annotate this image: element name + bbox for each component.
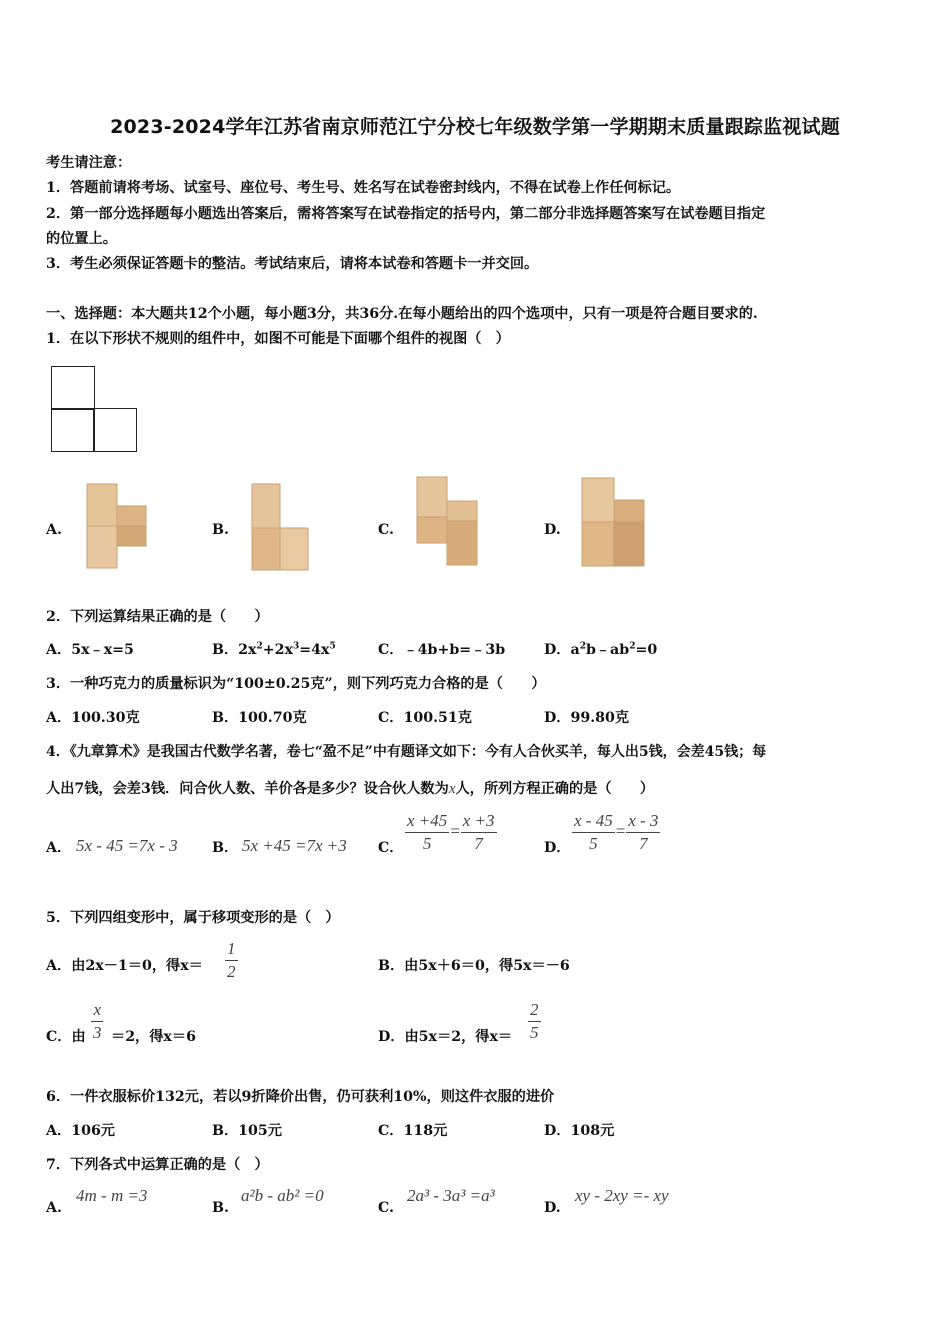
q1-option-d-label: D. [544,522,561,538]
q7-option-b-equation: a²b - ab² =0 [241,1186,324,1205]
notice-heading: 考生请注意： [46,155,132,171]
q4-option-b-equation: 5x +45 =7x +3 [242,836,347,855]
view-square-top [51,366,95,410]
q5-option-c-suffix: ＝2，得x＝6 [111,1029,196,1045]
q5-option-d: D．由5x＝2，得x＝ [378,1029,513,1045]
q2-stem: 2．下列运算结果正确的是（ ） [46,609,269,625]
q7-option-b-label: B. [212,1200,229,1216]
q4-option-d-label: D． [544,840,571,856]
q6-option-b: B．105元 [212,1123,282,1139]
q2-option-d: D．$a^2b﹣ab^2=0$ [544,641,658,658]
q4-stem-line-2: 人出7钱，会差3钱．问合伙人数、羊价各是多少？设合伙人数为x人，所列方程正确的是（ ） [46,781,655,797]
q4-option-a-label: A． [46,840,72,856]
q5-option-a: A．由2x－1＝0，得x＝ [46,958,203,974]
q7-option-c-label: C. [378,1200,394,1216]
q7-option-a-equation: 4m - m =3 [76,1186,148,1205]
notice-line-2b: 的位置上。 [46,231,117,247]
q1-option-b-label: B. [212,522,229,538]
q5-option-c-fraction: $\frac{x}{3}$ [93,1000,102,1042]
q7-option-d-equation: xy - 2xy =- xy [575,1186,669,1205]
q5-option-c-prefix: C．由 [46,1029,86,1045]
q6-stem: 6．一件衣服标价132元，若以9折降价出售，仍可获利10%，则这件衣服的进价 [46,1089,555,1105]
notice-line-3: 3．考生必须保证答题卡的整洁。考试结束后，请将本试卷和答题卡一并交回。 [46,256,539,272]
block-figure-a [80,480,150,572]
notice-line-2a: 2．第一部分选择题每小题选出答案后，需将答案写在试卷指定的括号内，第二部分非选择题答案写在试卷题目指定 [46,206,766,222]
q5-option-b: B．由5x＋6＝0，得5x＝－6 [378,958,570,974]
q7-option-c-equation: 2a³ - 3a³ =a³ [407,1186,495,1205]
q5-option-d-fraction: $\frac{2}{5}$ [530,1000,539,1042]
q5-option-a-fraction: $\frac{1}{2}$ [227,939,236,981]
block-figure-d [576,476,650,572]
q5-stem: 5．下列四组变形中，属于移项变形的是（ ） [46,910,340,926]
q2-option-b: B．$2x^2+2x^3=4x^5$ [212,641,336,658]
view-square-bottom-right [93,408,137,452]
view-square-bottom-left [51,408,95,452]
q6-option-a: A．106元 [46,1123,115,1139]
block-figure-b [246,482,316,574]
q7-stem: 7．下列各式中运算正确的是（ ） [46,1157,269,1173]
q6-option-d: D．108元 [544,1123,615,1139]
q7-option-d-label: D. [544,1200,561,1216]
block-figure-c [411,475,481,571]
q4-option-c-label: C． [378,840,404,856]
q1-option-c-label: C. [378,522,394,538]
q1-stem: 1．在以下形状不规则的组件中，如图不可能是下面哪个组件的视图（ ） [46,331,510,347]
q4-option-d-equation: $\frac{x - 45}{5}$ = $\frac{x - 3}{7}$ [574,811,659,853]
section-heading: 一、选择题：本大题共12个小题，每小题3分，共36分.在每小题给出的四个选项中，只有一项是符合题目要求的. [46,306,758,322]
q3-option-a: A．100.30克 [46,710,140,726]
q6-option-c: C．118元 [378,1123,448,1139]
q3-option-d: D．99.80克 [544,710,630,726]
q1-option-a-label: A. [46,522,62,538]
q4-stem-line-1: 4．《九章算术》是我国古代数学名著，卷七“盈不足”中有题译文如下：今有人合伙买羊，每人出5钱，会差45钱；每 [46,744,767,760]
page-title: 2023-2024学年江苏省南京师范江宁分校七年级数学第一学期期末质量跟踪监视试题 [110,116,840,138]
q2-option-c: C．﹣4b+b=﹣3b [378,642,506,658]
q4-option-a-equation: 5x - 45 =7x - 3 [76,836,178,855]
q2-option-a: A．5x﹣x=5 [46,642,134,658]
q3-stem: 3．一种巧克力的质量标识为“100±0.25克”，则下列巧克力合格的是（ ） [46,676,546,692]
q4-option-b-label: B． [212,840,239,856]
q3-option-b: B．100.70克 [212,710,307,726]
q7-option-a-label: A. [46,1200,62,1216]
q3-option-c: C．100.51克 [378,710,472,726]
q4-option-c-equation: $\frac{x +45}{5}$ = $\frac{x +3}{7}$ [407,811,495,853]
notice-line-1: 1．答题前请将考场、试室号、座位号、考生号、姓名写在试卷密封线内，不得在试卷上作任何标记。 [46,180,681,196]
